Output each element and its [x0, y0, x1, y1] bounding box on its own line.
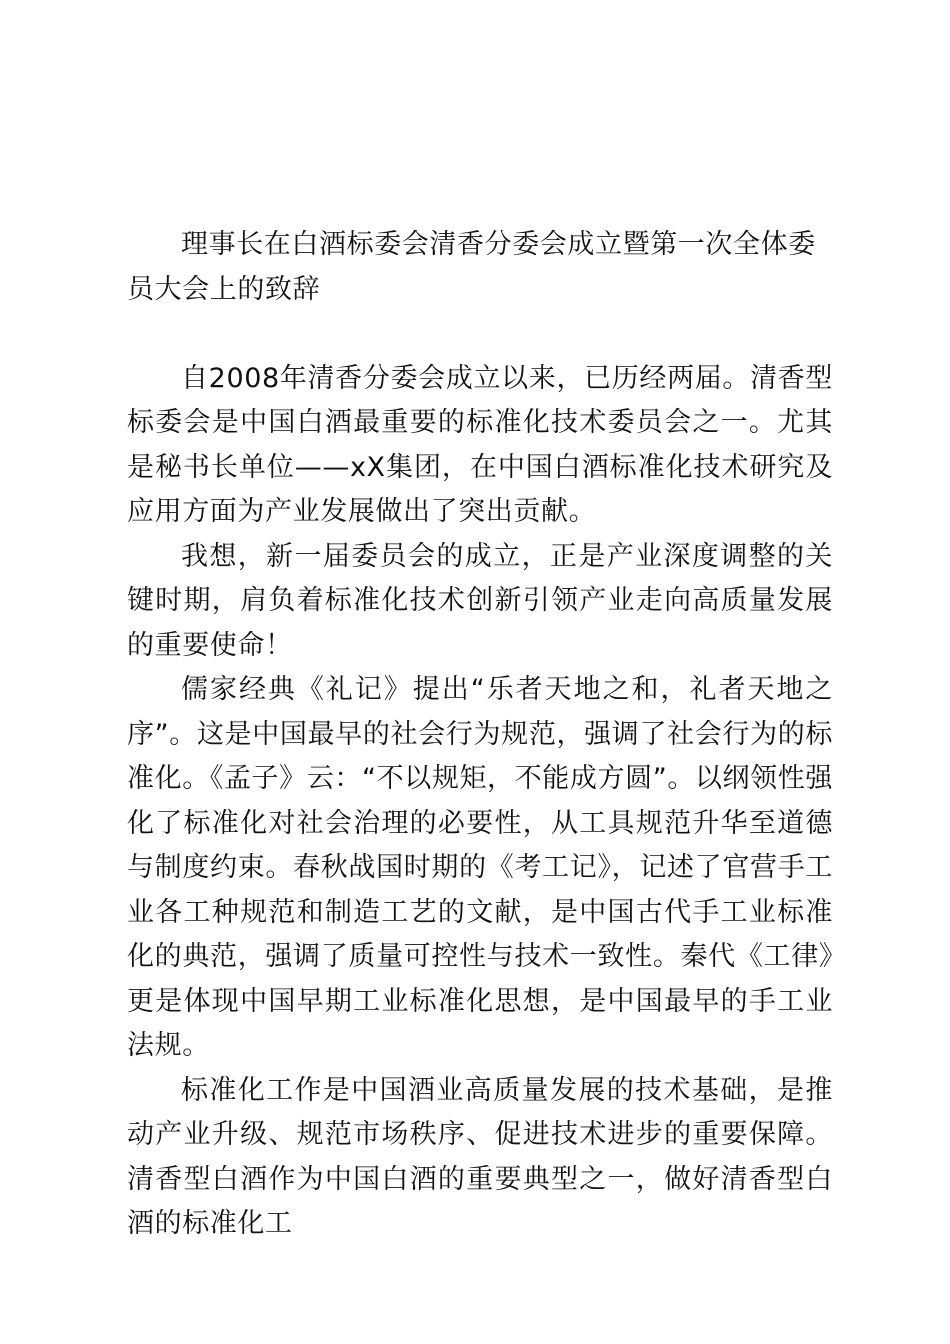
title-spacer: [127, 312, 833, 357]
document-body: [127, 223, 833, 1247]
document-title: 理事长在白酒标委会清香分委会成立暨第一次全体委员大会上的致辞: [127, 229, 816, 305]
paragraph-standardization: 标准化工作是中国酒业高质量发展的技术基础，是推动产业升级、规范市场秩序、促进技术进步的重要保障。清香型白酒作为中国白酒的重要典型之一，做好清香型白酒的标准化工: [127, 1074, 833, 1239]
paragraph-new-committee: 我想，新一届委员会的成立，正是产业深度调整的关键时期，肩负着标准化技术创新引领产业走向高质量发展的重要使命！: [127, 540, 833, 661]
paragraph-founding: 自2008年清香分委会成立以来，已历经两届。清香型标委会是中国白酒最重要的标准化技术委员会之一。尤其是秘书长单位——xX集团，在中国白酒标准化技术研究及应用方面为产业发展做出了突出贡献。: [127, 362, 833, 527]
paragraph-history: 儒家经典《礼记》提出“乐者天地之和，礼者天地之序”。这是中国最早的社会行为规范，强调了社会行为的标准化。《孟子》云：“不以规矩，不能成方圆”。以纲领性强化了标准化对社会治理的必要性，从工具规范升华至道德与制度约束。春秋战国时期的《考工记》，记述了官营手工业各工种规范和制造工艺的文献，是中国古代手工业标准化的典范，强调了质量可控性与技术一致性。秦代《工律》更是体现中国早期工业标准化思想，是中国最早的手工业法规。: [127, 674, 833, 1061]
